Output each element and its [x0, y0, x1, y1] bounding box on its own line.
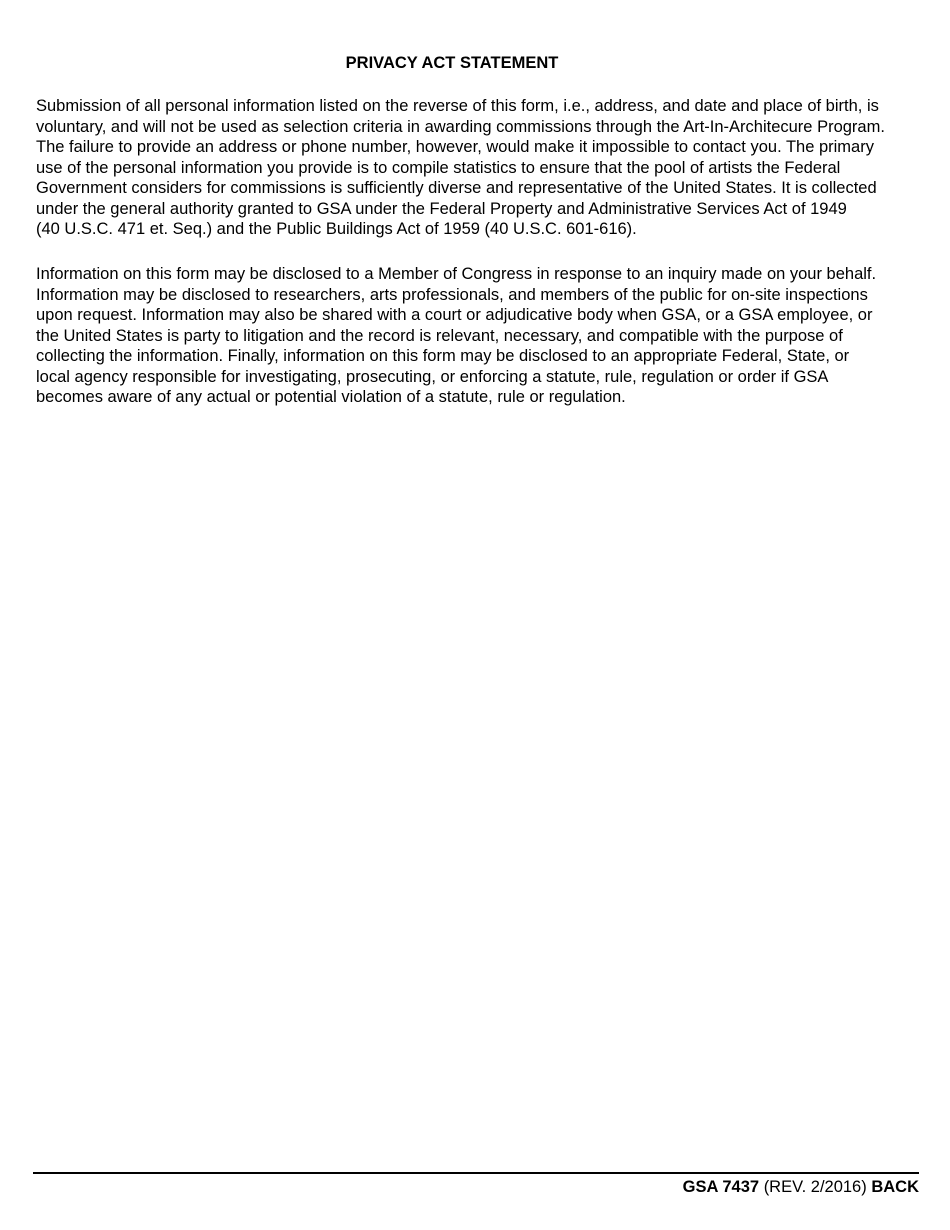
form-revision: (REV. 2/2016) — [763, 1178, 867, 1196]
form-number: GSA 7437 — [682, 1178, 760, 1196]
footer-divider — [33, 1172, 919, 1174]
privacy-paragraph-2: Information on this form may be disclosed to a Member of Congress in response to an inquiry made on your behalf. Information may be disclosed to researchers, arts professionals, and members of the public for on-site inspections upon request. Information may also be shared with a court or adjudicative body when GSA, or a GSA employee, or the United States is party to litigation and the record is relevant, necessary, and compatible with the purpose of collecting the information. Finally, information on this form may be disclosed to an appropriate Federal, State, or local agency responsible for investigating, prosecuting, or enforcing a statute, rule, regulation or order if GSA becomes aware of any actual or potential violation of a statute, rule or regulation. — [36, 265, 877, 406]
form-identifier — [683, 1176, 919, 1198]
privacy-paragraph-1: Submission of all personal information listed on the reverse of this form, i.e., address, and date and place of birth, is voluntary, and will not be used as selection criteria in awarding commissions through the Art-In-Architecure Program. The failure to provide an address or phone number, however, would make it impossible to contact you. The primary use of the personal information you provide is to compile statistics to ensure that the pool of artists the Federal Government considers for commissions is sufficiently diverse and representative of the United States. It is collected under the general authority granted to GSA under the Federal Property and Administrative Services Act of 1949 (40 U.S.C. 471 et. Seq.) and the Public Buildings Act of 1959 (40 U.S.C. 601-616). — [36, 97, 885, 238]
page-title: PRIVACY ACT STATEMENT — [345, 54, 559, 72]
form-side: BACK — [871, 1178, 919, 1196]
